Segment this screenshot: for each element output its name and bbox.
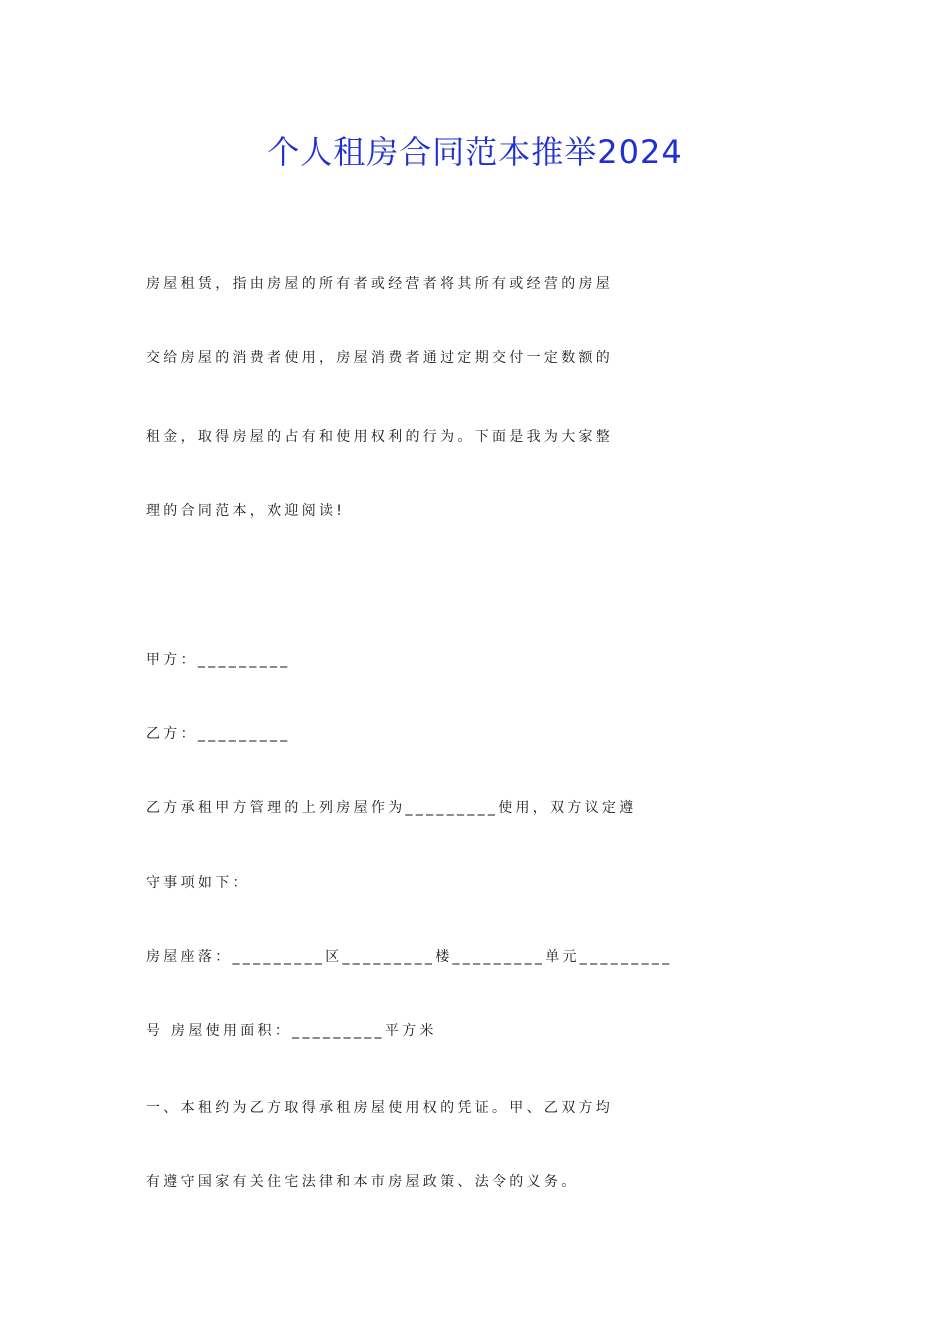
area-line: 号 房屋使用面积：_________平方米: [146, 1023, 437, 1039]
location-line: 房屋座落：_________区_________楼_________单元_________: [146, 949, 673, 965]
clause-1-line-1: 一、本租约为乙方取得承租房屋使用权的凭证。甲、乙双方均: [146, 1100, 614, 1116]
intro-line-4: 理的合同范本，欢迎阅读!: [146, 503, 346, 519]
usage-line-2: 守事项如下：: [146, 875, 250, 891]
intro-line-3: 租金，取得房屋的占有和使用权利的行为。下面是我为大家整: [146, 429, 614, 445]
party-a-field: 甲方：_________: [146, 652, 291, 668]
intro-line-2: 交给房屋的消费者使用，房屋消费者通过定期交付一定数额的: [146, 350, 614, 366]
usage-line-1: 乙方承租甲方管理的上列房屋作为_________使用，双方议定遵: [146, 800, 637, 816]
party-b-field: 乙方：_________: [146, 726, 291, 742]
clause-1-line-2: 有遵守国家有关住宅法律和本市房屋政策、法令的义务。: [146, 1174, 579, 1190]
document-title: 个人租房合同范本推举2024: [267, 133, 683, 171]
intro-line-1: 房屋租赁，指由房屋的所有者或经营者将其所有或经营的房屋: [146, 276, 614, 292]
